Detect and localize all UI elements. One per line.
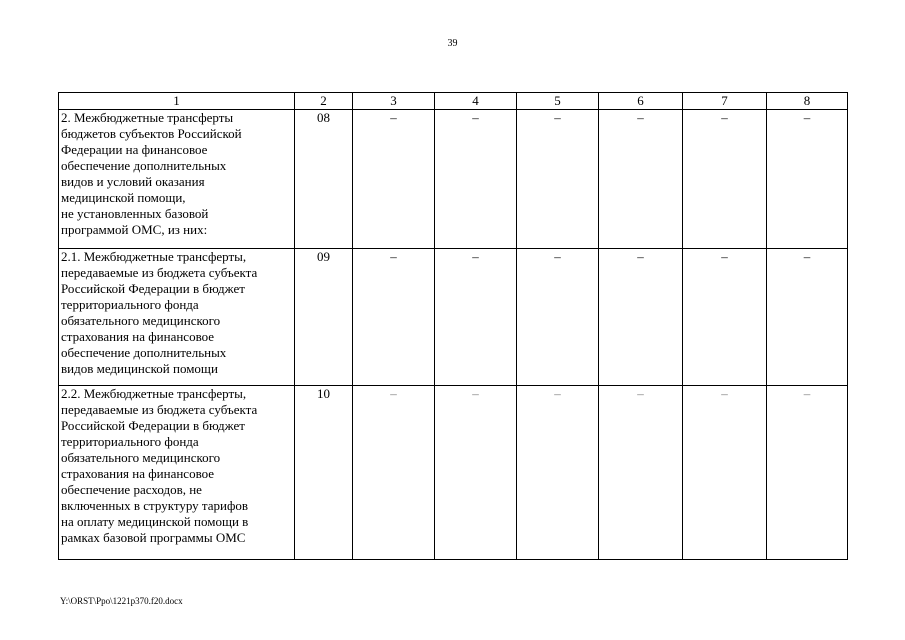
description-line: рамках базовой программы ОМС bbox=[61, 530, 246, 545]
column-header: 2 bbox=[295, 93, 353, 110]
cell-value: – bbox=[683, 110, 767, 249]
table-header-row bbox=[59, 93, 848, 110]
description-line: 2. Межбюджетные трансферты bbox=[61, 110, 234, 125]
description-line: Российской Федерации в бюджет bbox=[61, 281, 245, 296]
description-line: страхования на финансовое bbox=[61, 329, 215, 344]
description-line: медицинской помощи, bbox=[61, 190, 186, 205]
cell-value: – bbox=[435, 386, 517, 560]
cell-value: – bbox=[599, 249, 683, 386]
row-description bbox=[59, 249, 295, 386]
cell-value: – bbox=[767, 386, 848, 560]
description-line: 2.2. Межбюджетные трансферты, bbox=[61, 386, 247, 401]
cell-value: – bbox=[599, 110, 683, 249]
column-header: 8 bbox=[767, 93, 848, 110]
description-line: видов медицинской помощи bbox=[61, 361, 218, 376]
description-line: Российской Федерации в бюджет bbox=[61, 418, 245, 433]
row-description bbox=[59, 110, 295, 249]
column-header: 6 bbox=[599, 93, 683, 110]
column-header: 5 bbox=[517, 93, 599, 110]
page-number: 39 bbox=[447, 38, 458, 49]
cell-value: – bbox=[435, 249, 517, 386]
description-line: видов и условий оказания bbox=[61, 174, 205, 189]
cell-value: – bbox=[767, 110, 848, 249]
cell-value: – bbox=[435, 110, 517, 249]
table-row bbox=[59, 110, 848, 249]
cell-value: – bbox=[353, 386, 435, 560]
description-line: Федерации на финансовое bbox=[61, 142, 208, 157]
row-code: 09 bbox=[295, 249, 353, 386]
table-row bbox=[59, 386, 848, 560]
description-line: передаваемые из бюджета субъекта bbox=[61, 402, 258, 417]
cell-value: – bbox=[517, 249, 599, 386]
cell-value: – bbox=[599, 386, 683, 560]
cell-value: – bbox=[683, 249, 767, 386]
description-line: передаваемые из бюджета субъекта bbox=[61, 265, 258, 280]
column-header: 7 bbox=[683, 93, 767, 110]
description-line: территориального фонда bbox=[61, 434, 199, 449]
description-line: 2.1. Межбюджетные трансферты, bbox=[61, 249, 247, 264]
cell-value: – bbox=[353, 110, 435, 249]
description-line: не установленных базовой bbox=[61, 206, 209, 221]
description-line: программой ОМС, из них: bbox=[61, 222, 208, 237]
row-description bbox=[59, 386, 295, 560]
description-line: обеспечение дополнительных bbox=[61, 158, 227, 173]
cell-value: – bbox=[517, 386, 599, 560]
cell-value: – bbox=[353, 249, 435, 386]
row-code: 08 bbox=[295, 110, 353, 249]
description-line: на оплату медицинской помощи в bbox=[61, 514, 249, 529]
description-line: обязательного медицинского bbox=[61, 313, 221, 328]
data-table bbox=[58, 92, 848, 560]
row-code: 10 bbox=[295, 386, 353, 560]
cell-value: – bbox=[683, 386, 767, 560]
description-line: обеспечение расходов, не bbox=[61, 482, 202, 497]
column-header: 4 bbox=[435, 93, 517, 110]
description-line: обязательного медицинского bbox=[61, 450, 221, 465]
description-line: страхования на финансовое bbox=[61, 466, 215, 481]
cell-value: – bbox=[517, 110, 599, 249]
description-line: бюджетов субъектов Российской bbox=[61, 126, 242, 141]
description-line: обеспечение дополнительных bbox=[61, 345, 227, 360]
table-row bbox=[59, 249, 848, 386]
cell-value: – bbox=[767, 249, 848, 386]
column-header: 1 bbox=[59, 93, 295, 110]
column-header: 3 bbox=[353, 93, 435, 110]
footer-file-path: Y:\ORST\Ppo\1221p370.f20.docx bbox=[60, 596, 183, 606]
description-line: включенных в структуру тарифов bbox=[61, 498, 249, 513]
description-line: территориального фонда bbox=[61, 297, 199, 312]
